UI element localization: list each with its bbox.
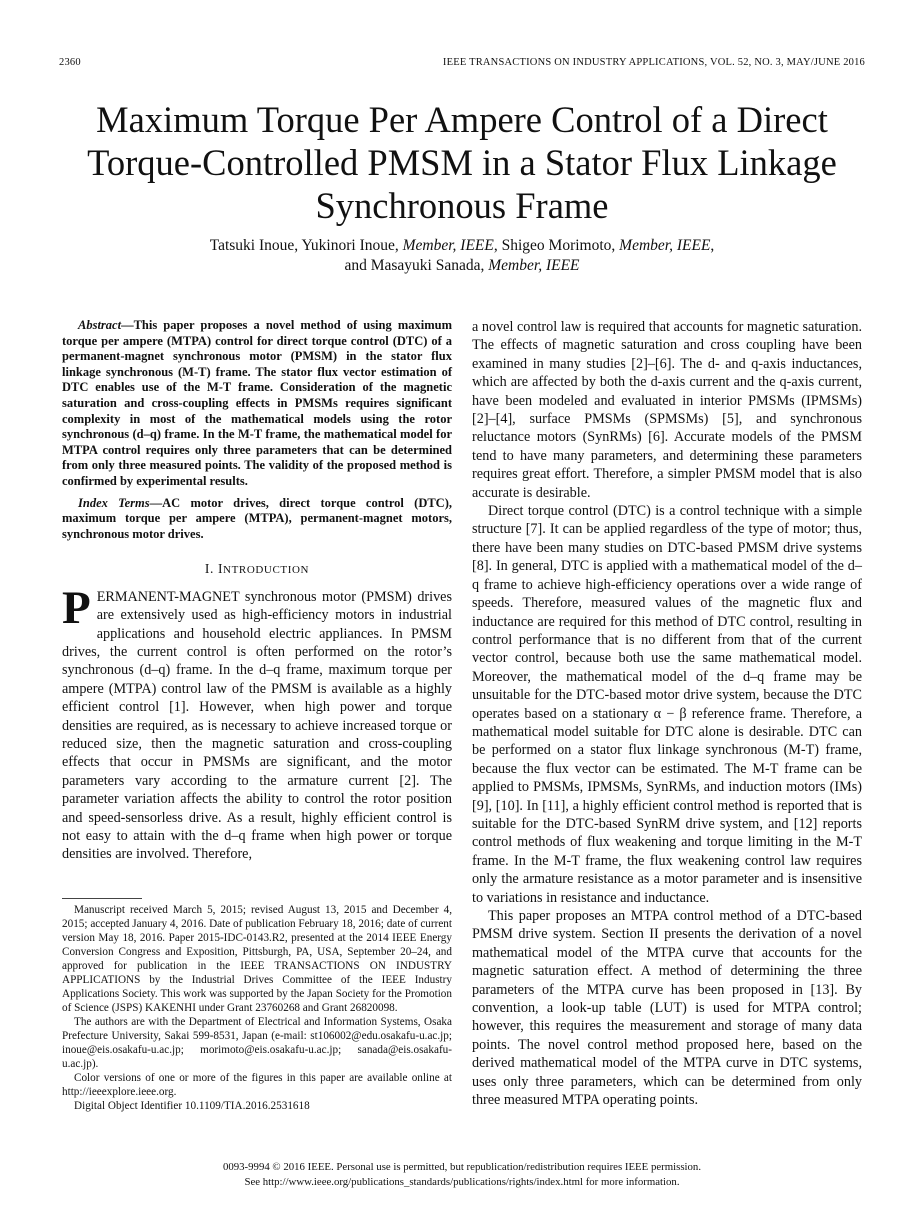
left-column (62, 318, 452, 864)
copyright-line: 0093-9994 © 2016 IEEE. Personal use is permitted, but republication/redistribution requires IEEE permission. (222, 1161, 702, 1173)
footnote-doi: Digital Object Identifier 10.1109/TIA.2016.2531618 (74, 1100, 310, 1112)
drop-cap: P (62, 581, 91, 634)
author-line-1: Tatsuki Inoue, Yukinori Inoue, Member, IEEE, Shigeo Morimoto, Member, IEEE, (209, 237, 715, 254)
copyright-footer (60, 1160, 864, 1190)
abstract-text: —This paper proposes a novel method of using maximum torque per ampere (MTPA) control for direct torque control (DTC) of a permanent-magnet synchronous motor (PMSM) in the stator flux linkage synchronous (M-T) frame. The stator flux vector estimation of DTC enables use of the M-T frame. Consideration of the magnetic saturation and cross-coupling effects in PMSMs requires significant complexity in most of the mathematical models using the rotor synchronous (d–q) frame. In the M-T frame, the mathematical model for MTPA control requires only three parameters that can be determined from only three measured points. The validity of the proposed method is confirmed by experimental results. (62, 318, 452, 488)
abstract (62, 318, 452, 490)
author-line-2: and Masayuki Sanada, Member, IEEE (344, 257, 580, 274)
page-number: 2360 (59, 57, 81, 68)
index-terms-label: Index Terms (78, 495, 150, 510)
index-terms (62, 496, 452, 543)
abstract-label: Abstract (78, 318, 122, 332)
right-paragraph-3: This paper proposes an MTPA control method of a DTC-based PMSM drive system. Section II presents the derivation of a novel mathematical model of the MTPA curve that accounts for the magnetic saturation effect. A method of determining the three parameters of the MTPA curve has been proposed in [13]. By convention, a look-up table (LUT) is used for MTPA control; however, this requires the measurement and storage of many data points. The novel control method proposed here, based on the derived mathematical model of the MTPA curve in DTC systems, uses only three parameters, which can be determined from only three measured MTPA operating points. (472, 908, 862, 1109)
footnote-rule (62, 898, 142, 899)
permissions-line: See http://www.ieee.org/publications_standards/publications/rights/index.html for more information. (244, 1176, 680, 1188)
footnotes (62, 903, 452, 1113)
author-list (60, 236, 864, 276)
footnote-color: Color versions of one or more of the figures in this paper are available online at http://ieeexplore.ieee.org. (62, 1072, 452, 1098)
running-header (59, 57, 865, 71)
section-heading-introduction: I. INTRODUCTION (204, 561, 310, 577)
right-column (472, 318, 862, 1109)
intro-first-word: ERMANENT-MAGNET (96, 588, 240, 605)
right-paragraph-2: Direct torque control (DTC) is a control technique with a simple structure [7]. It can be applied regardless of the type of motor; thus, there have been many studies on DTC-based PMSM drive systems [8]. In general, DTC is applied with a mathematical model of the d–q frame to achieve high-efficiency operations over a wide range of speeds. Therefore, measured values of the magnetic flux and inductance are required for this method of DTC control, resulting in control performance that is no different from that of the current vector control, because both use the same mathematical model. Moreover, the mathematical model of the d–q frame may be unsuitable for the DTC-based motor drive system, because the DTC operates based on a stationary α − β reference frame. Therefore, a mathematical model suitable for DTC alone is desirable. DTC can be performed on a stator flux linkage synchronous (M-T) frame, because the flux vector can be estimated. The M-T frame can be applied to PMSMs, IPMSMs, SynRMs, and induction motors (IMs) [9], [10]. In [11], a highly efficient control method is reported that is suitable for the DTC-based SynRM drive system, and [12] reports control methods of flux weakening and torque limiting in the M-T frame. In the M-T frame, the flux weakening control law requires only the armature resistance as a motor parameter and is insensitive to variations in resistance and inductance. (472, 503, 862, 906)
right-paragraph-1: a novel control law is required that accounts for magnetic saturation. The effects of magnetic saturation and cross coupling have been examined in many studies [2]–[6]. The d- and q-axis inductances, which are affected by both the d-axis current and the q-axis current, have been modeled and evaluated in interior PMSMs (IPMSMs) [2]–[4], surface PMSMs (SPMSMs) [5], and synchronous reluctance motors (SynRMs) [6]. Accurate models of the PMSM tend to have many parameters, and determining these parameters requires great effort. Therefore, a simpler PMSM model that is also accurate is desirable. (472, 319, 862, 501)
footnote-manuscript: Manuscript received March 5, 2015; revised August 13, 2015 and December 4, 2015; accepted January 4, 2016. Date of publication February 18, 2016; date of current version May 18, 2016. Paper 2015-IDC-0143.R2, presented at the 2014 IEEE Energy Conversion Congress and Exposition, Pittsburgh, PA, USA, September 20–24, and approved for publication in the IEEE TRANSACTIONS ON INDUSTRY APPLICATIONS by the Industrial Drives Committee of the IEEE Industry Applications Society. This work was supported by the Japan Society for the Promotion of Science (JSPS) KAKENHI under Grant 23760268 and Grant 26820098. (62, 904, 452, 1014)
footnote-affiliation: The authors are with the Department of Electrical and Information Systems, Osaka Prefecture University, Sakai 599-8531, Japan (e-mail: st106002@edu.osakafu-u.ac.jp; inoue@eis.osakafu-u.ac.jp; morimoto@eis.osakafu-u.ac.jp; sanada@eis.osakafu-u.ac.jp). (62, 1016, 452, 1070)
journal-citation: IEEE TRANSACTIONS ON INDUSTRY APPLICATIONS, VOL. 52, NO. 3, MAY/JUNE 2016 (442, 57, 865, 68)
index-terms-text: —AC motor drives, direct torque control (DTC), maximum torque per ampere (MTPA), permanent-magnet motors, synchronous motor drives. (62, 495, 452, 541)
paper-title: Maximum Torque Per Ampere Control of a Direct Torque-Controlled PMSM in a Stator Flux Linkage Synchronous Frame (87, 99, 837, 226)
intro-paragraph (62, 581, 452, 864)
intro-text: synchronous motor (PMSM) drives are extensively used as high-efficiency motors in industrial applications and household electric appliances. In PMSM drives, the current control is often performed on the rotor’s synchronous (d–q) frame. In the d–q frame, maximum torque per ampere (MTPA) control law of the PMSM is available as a highly efficient control [1]. However, when high power and torque densities are required, as is necessary to achieve increased torque or reduced size, then the magnetic saturation and cross-coupling effects that occur in PMSMs are significant, and the motor parameters vary according to the armature current [2]. The parameter variation affects the ability to control the rotor position and speed-sensorless drive. As a result, highly efficient control is not easy to attain with the d–q frame when high power or torque densities are involved. Therefore, (62, 588, 452, 863)
